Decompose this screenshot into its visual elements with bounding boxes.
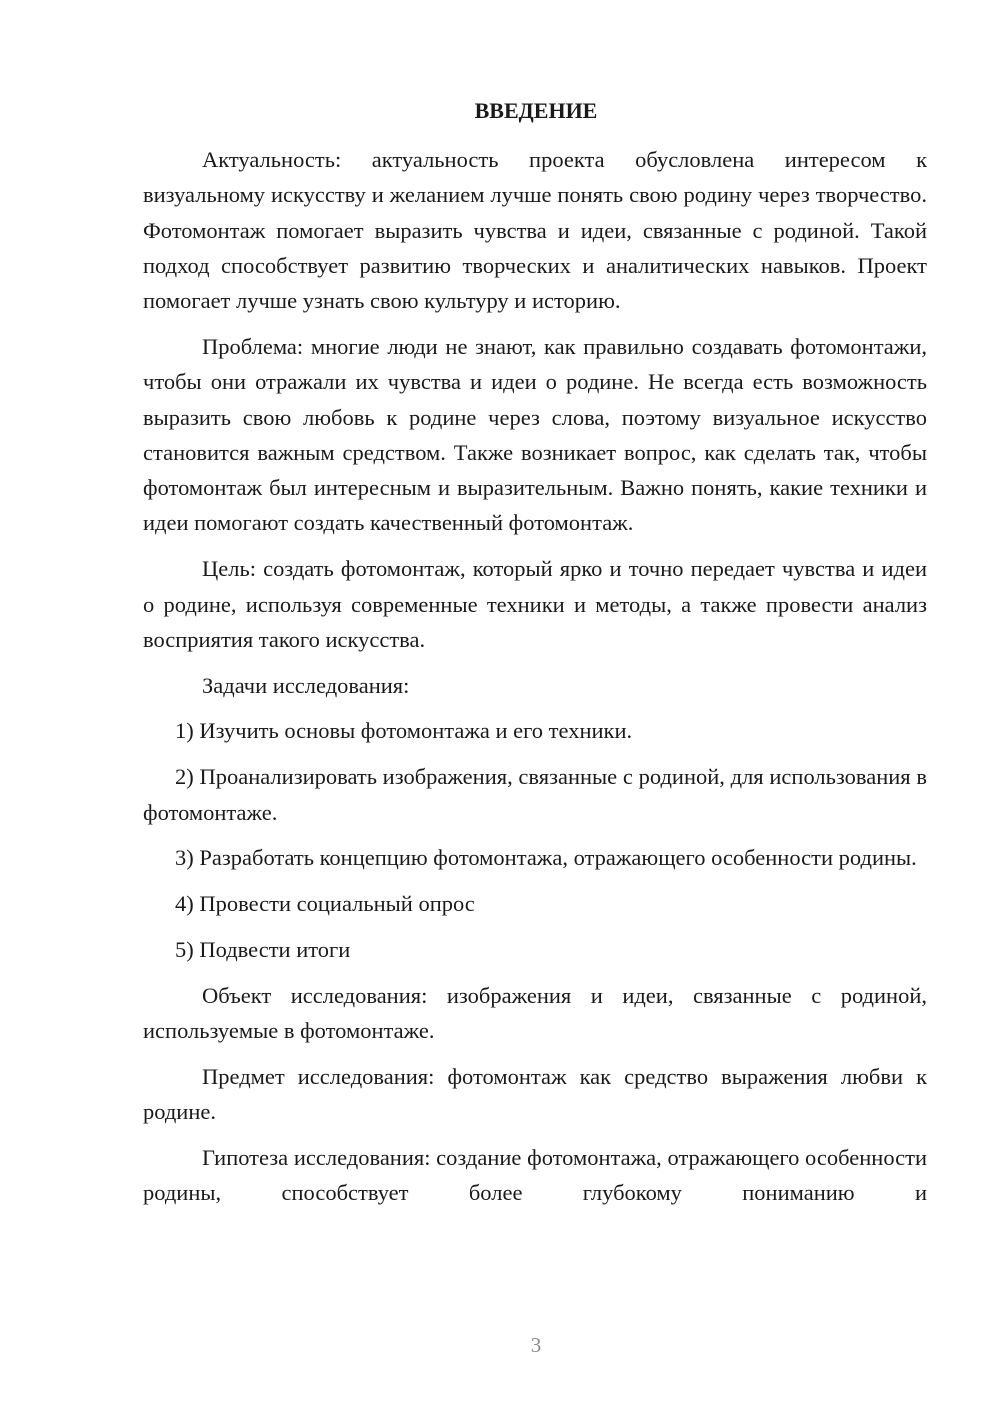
goal-paragraph: Цель: создать фотомонтаж, который ярко и точно передает чувства и идеи о родине, используя современные техники и методы, а также провести анализ восприятия такого искусства. [143, 556, 927, 652]
subject-paragraph: Предмет исследования: фотомонтаж как средство выражения любви к родине. [143, 1063, 927, 1125]
task-item: 2) Проанализировать изображения, связанные с родиной, для использования в фотомонтаже. [143, 764, 927, 825]
relevance-paragraph: Актуальность: актуальность проекта обусловлена интересом к визуальному искусству и желанием лучше понять свою родину через творчество. Фотомонтаж помогает выразить чувства и идеи, связанные с родиной. Такой подход способствует развитию творческих и аналитических навыков. Проект помогает лучше узнать свою культуру и историю. [143, 147, 927, 314]
task-item: 3) Разработать концепцию фотомонтажа, отражающего особенности родины. [175, 845, 917, 871]
document-body [143, 142, 927, 1221]
object-paragraph: Объект исследования: изображения и идеи, связанные с родиной, используемые в фотомонтаже. [143, 982, 927, 1044]
task-item: 5) Подвести итоги [175, 936, 351, 962]
problem-paragraph: Проблема: многие люди не знают, как правильно создавать фотомонтажи, чтобы они отражали их чувства и идеи о родине. Не всегда есть возможность выразить свою любовь к родине через слова, поэтому визуальное искусство становится важным средством. Также возникает вопрос, как сделать так, чтобы фотомонтаж был интересным и выразительным. Важно понять, какие техники и идеи помогают создать качественный фотомонтаж. [143, 333, 927, 536]
hypothesis-paragraph: Гипотеза исследования: создание фотомонтажа, отражающего особенности родины, способствует более глубокому пониманию и [143, 1144, 927, 1206]
task-item: 1) Изучить основы фотомонтажа и его техники. [175, 718, 633, 744]
page-number: 3 [530, 1333, 542, 1357]
tasks-heading: Задачи исследования: [202, 672, 410, 698]
page-title: ВВЕДЕНИЕ [474, 98, 598, 123]
task-item: 4) Провести социальный опрос [175, 891, 475, 917]
